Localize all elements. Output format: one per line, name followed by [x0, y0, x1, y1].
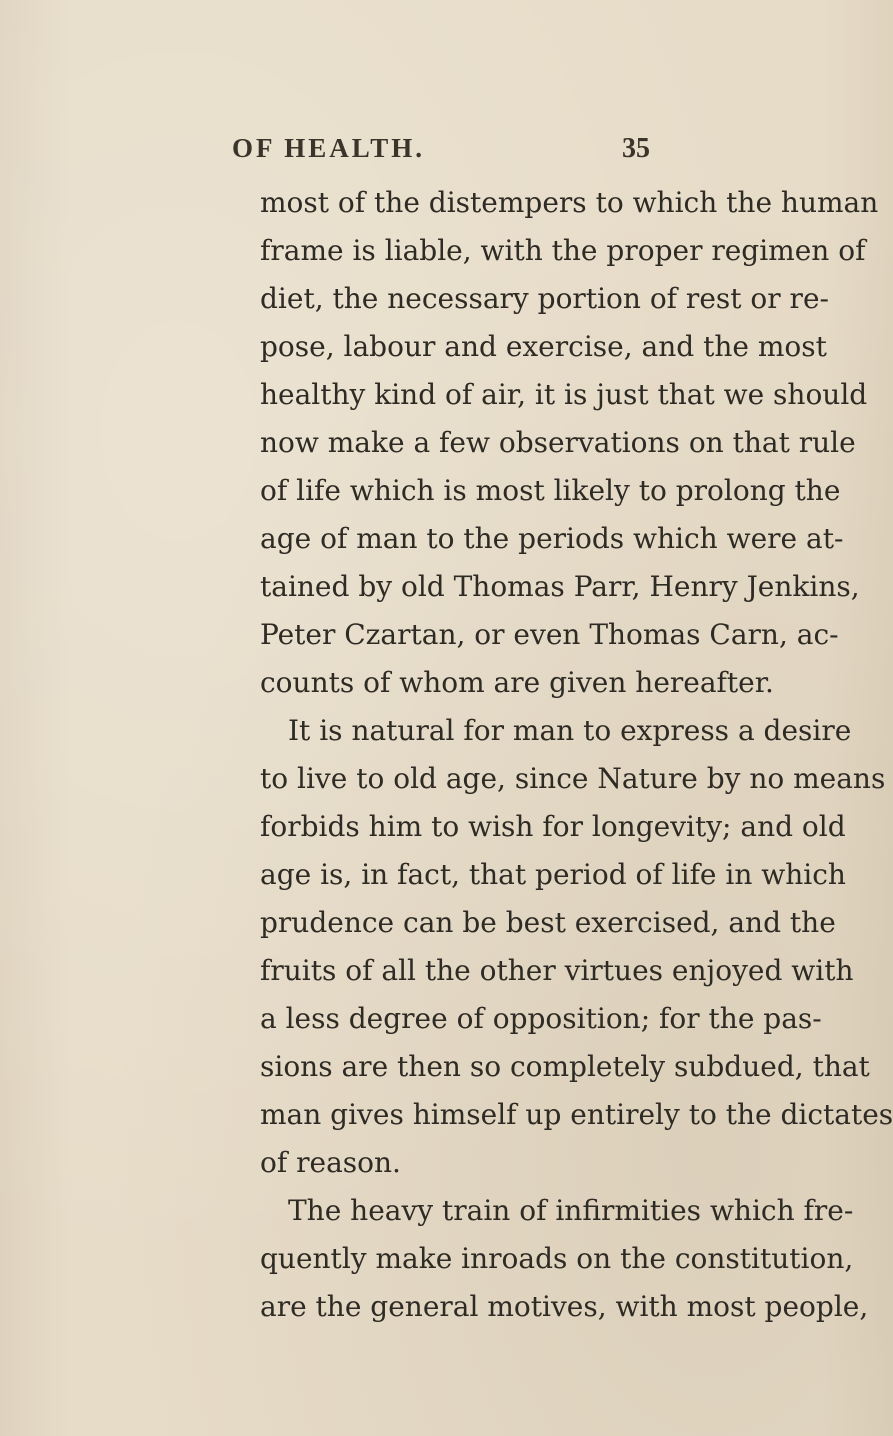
text-line: fruits of all the other virtues enjoyed with: [260, 954, 854, 987]
text-line: age is, in fact, that period of life in which: [260, 858, 846, 891]
text-line: man gives himself up entirely to the dictates: [260, 1098, 893, 1131]
text-line: counts of whom are given hereafter.: [260, 666, 774, 699]
page-number: 35: [622, 133, 650, 164]
text-line: to live to old age, since Nature by no means: [260, 762, 886, 795]
text-line: of reason.: [260, 1146, 401, 1179]
text-line: healthy kind of air, it is just that we should: [260, 378, 868, 411]
running-head: [0, 133, 800, 173]
text-line: pose, labour and exercise, and the most: [260, 330, 827, 363]
text-line: age of man to the periods which were at-: [260, 522, 844, 555]
text-line: of life which is most likely to prolong the: [260, 474, 841, 507]
text-line: tained by old Thomas Parr, Henry Jenkins,: [260, 570, 860, 603]
text-line: frame is liable, with the proper regimen of: [260, 234, 866, 267]
paragraph-start-line: It is natural for man to express a desire: [288, 714, 852, 747]
text-line: are the general motives, with most people,: [260, 1290, 869, 1323]
running-title: OF HEALTH.: [232, 133, 426, 163]
text-line: diet, the necessary portion of rest or re-: [260, 282, 829, 315]
paragraph-start-line: The heavy train of infirmities which fre-: [288, 1194, 854, 1227]
text-line: forbids him to wish for longevity; and old: [260, 810, 846, 843]
text-line: now make a few observations on that rule: [260, 426, 856, 459]
text-line: a less degree of opposition; for the pas-: [260, 1002, 822, 1035]
text-line: most of the distempers to which the human: [260, 186, 879, 219]
text-line: Peter Czartan, or even Thomas Carn, ac-: [260, 618, 839, 651]
text-line: quently make inroads on the constitution,: [260, 1242, 854, 1275]
text-line: prudence can be best exercised, and the: [260, 906, 836, 939]
text-line: sions are then so completely subdued, that: [260, 1050, 870, 1083]
